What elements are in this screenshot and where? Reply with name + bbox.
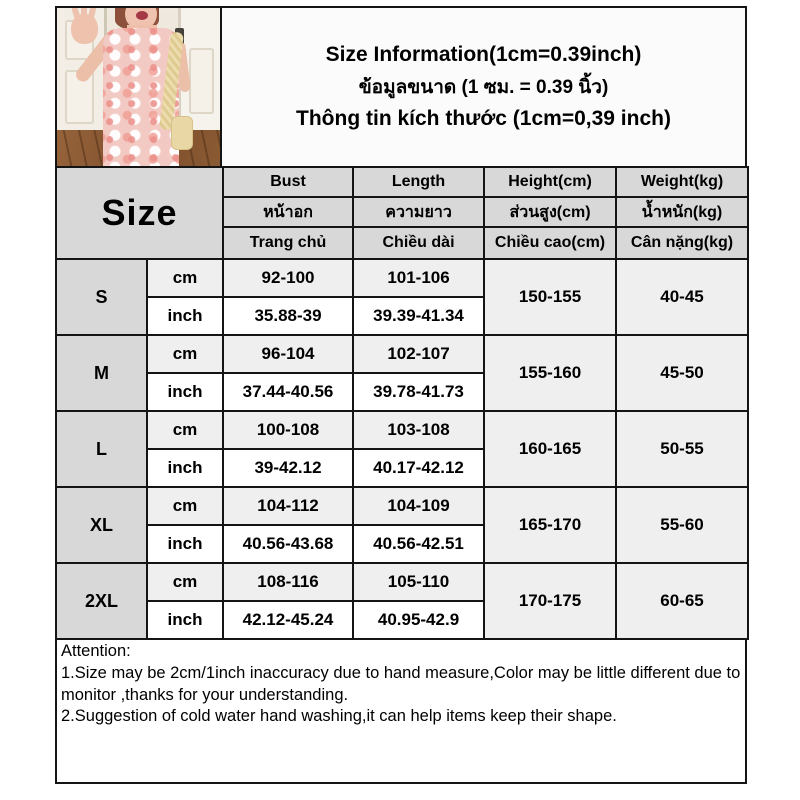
unit-cm: cm [147, 411, 223, 449]
size-label-s: S [56, 259, 147, 335]
model-finger [81, 6, 87, 18]
header-block [55, 6, 747, 168]
length-inch-value: 39.39-41.34 [353, 297, 484, 335]
attention-box [55, 638, 747, 784]
length-inch-value: 40.17-42.12 [353, 449, 484, 487]
table-row [56, 411, 748, 449]
size-label-m: M [56, 335, 147, 411]
unit-inch: inch [147, 525, 223, 563]
size-column-header: Size [56, 167, 223, 259]
weight-header-en: Weight(kg) [616, 167, 748, 197]
title-thai: ข้อมูลขนาด (1 ซม. = 0.39 นิ้ว) [358, 77, 609, 98]
height-value: 150-155 [484, 259, 616, 335]
bust-cm-value: 100-108 [223, 411, 353, 449]
table-row [56, 487, 748, 525]
length-cm-value: 101-106 [353, 259, 484, 297]
bust-header-th: หน้าอก [223, 197, 353, 227]
unit-cm: cm [147, 563, 223, 601]
photo-door-panel [189, 48, 214, 114]
bust-inch-value: 39-42.12 [223, 449, 353, 487]
model-mouth [136, 11, 148, 20]
unit-cm: cm [147, 487, 223, 525]
height-value: 155-160 [484, 335, 616, 411]
bust-cm-value: 92-100 [223, 259, 353, 297]
weight-value: 55-60 [616, 487, 748, 563]
height-value: 160-165 [484, 411, 616, 487]
height-header-th: ส่วนสูง(cm) [484, 197, 616, 227]
length-header-en: Length [353, 167, 484, 197]
unit-cm: cm [147, 259, 223, 297]
unit-inch: inch [147, 449, 223, 487]
weight-value: 45-50 [616, 335, 748, 411]
height-header-vi: Chiều cao(cm) [484, 227, 616, 259]
bust-inch-value: 40.56-43.68 [223, 525, 353, 563]
unit-inch: inch [147, 297, 223, 335]
size-label-xl: XL [56, 487, 147, 563]
length-header-th: ความยาว [353, 197, 484, 227]
length-cm-value: 105-110 [353, 563, 484, 601]
length-cm-value: 104-109 [353, 487, 484, 525]
bust-cm-value: 96-104 [223, 335, 353, 373]
size-chart-table [55, 166, 749, 640]
length-header-vi: Chiều dài [353, 227, 484, 259]
weight-value: 40-45 [616, 259, 748, 335]
unit-inch: inch [147, 373, 223, 411]
bust-cm-value: 108-116 [223, 563, 353, 601]
attention-heading: Attention: [61, 642, 131, 660]
model-hand [71, 14, 98, 44]
title-vietnamese: Thông tin kích thước (1cm=0,39 inch) [296, 107, 671, 130]
weight-header-vi: Cân nặng(kg) [616, 227, 748, 259]
bust-inch-value: 37.44-40.56 [223, 373, 353, 411]
unit-inch: inch [147, 601, 223, 639]
size-label-2xl: 2XL [56, 563, 147, 639]
table-row [56, 259, 748, 297]
height-header-en: Height(cm) [484, 167, 616, 197]
size-information-title [222, 6, 747, 168]
size-label-l: L [56, 411, 147, 487]
length-cm-value: 102-107 [353, 335, 484, 373]
bust-inch-value: 35.88-39 [223, 297, 353, 335]
length-inch-value: 40.56-42.51 [353, 525, 484, 563]
bust-header-en: Bust [223, 167, 353, 197]
height-value: 165-170 [484, 487, 616, 563]
bust-cm-value: 104-112 [223, 487, 353, 525]
weight-value: 60-65 [616, 563, 748, 639]
weight-header-th: น้ำหนัก(kg) [616, 197, 748, 227]
table-row [56, 335, 748, 373]
bust-inch-value: 42.12-45.24 [223, 601, 353, 639]
height-value: 170-175 [484, 563, 616, 639]
attention-note-1: 1.Size may be 2cm/1inch inaccuracy due to hand measure,Color may be little different due to monitor ,thanks for your understanding. [61, 663, 741, 704]
beige-bag [171, 116, 193, 150]
bust-header-vi: Trang chủ [223, 227, 353, 259]
attention-note-2: 2.Suggestion of cold water hand washing,it can help items keep their shape. [61, 707, 617, 726]
table-row [56, 563, 748, 601]
product-photo [55, 6, 222, 168]
length-cm-value: 103-108 [353, 411, 484, 449]
length-inch-value: 39.78-41.73 [353, 373, 484, 411]
title-english: Size Information(1cm=0.39inch) [325, 43, 642, 66]
unit-cm: cm [147, 335, 223, 373]
size-chart-sheet [55, 6, 747, 784]
length-inch-value: 40.95-42.9 [353, 601, 484, 639]
weight-value: 50-55 [616, 411, 748, 487]
